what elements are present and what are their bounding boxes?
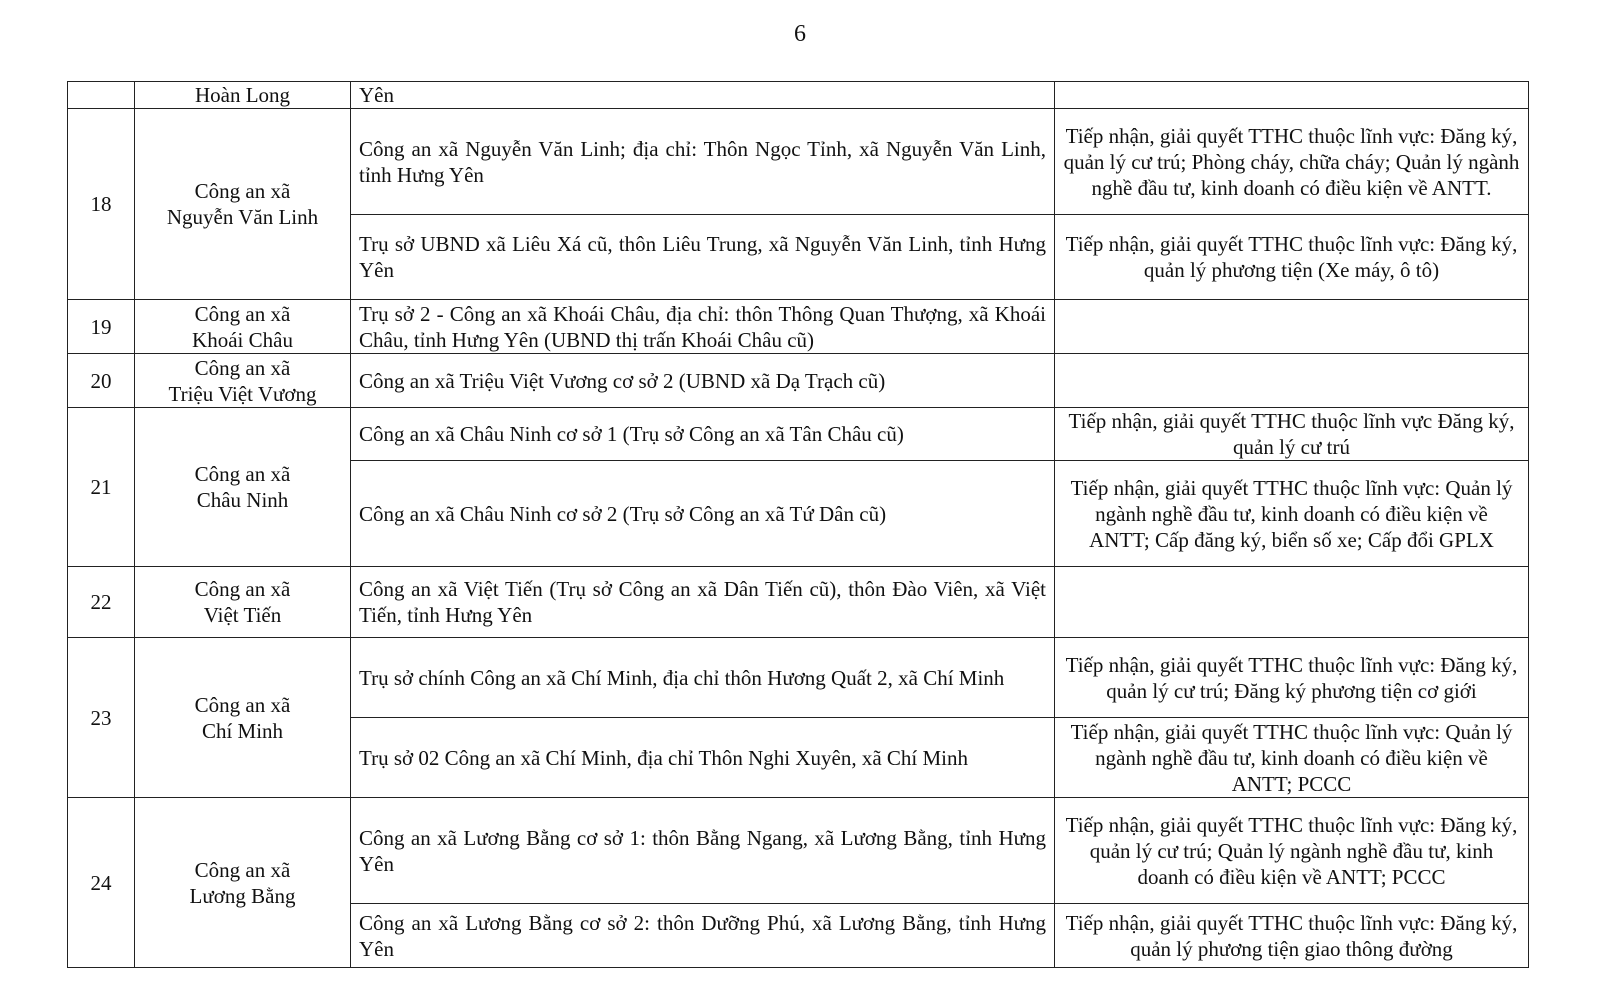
unit-line: Chí Minh: [201, 718, 284, 743]
stt-cell: 22: [68, 567, 135, 638]
stt-cell: 23: [68, 638, 135, 798]
location-cell: Công an xã Lương Bằng cơ sở 1: thôn Bằng Ngang, xã Lương Bằng, tỉnh Hưng Yên: [351, 798, 1055, 904]
location-cell: Công an xã Triệu Việt Vương cơ sở 2 (UBND xã Dạ Trạch cũ): [351, 354, 1055, 408]
location-cell: Yên: [351, 82, 1055, 109]
unit-line: Lương Bằng: [189, 883, 296, 908]
unit-line: Công an xã: [194, 462, 291, 486]
table-row: [68, 798, 1529, 904]
unit-cell: [135, 109, 351, 300]
stt-cell: 19: [68, 300, 135, 354]
tasks-cell: Tiếp nhận, giải quyết TTHC thuộc lĩnh vực: Đăng ký, quản lý cư trú; Quản lý ngành nghề đầu tư, kinh doanh có điều kiện về ANTT; PCCC: [1055, 798, 1529, 904]
unit-line: Việt Tiến: [203, 603, 282, 627]
document-table: [67, 81, 1529, 968]
unit-line: Công an xã: [194, 355, 291, 380]
unit-cell: [135, 354, 351, 408]
location-cell: Công an xã Châu Ninh cơ sở 1 (Trụ sở Công an xã Tân Châu cũ): [351, 408, 1055, 461]
unit-line: Nguyễn Văn Linh: [166, 205, 319, 229]
table-row: [68, 300, 1529, 354]
tasks-cell: [1055, 354, 1529, 408]
unit-line: Công an xã: [194, 577, 291, 601]
tasks-cell: Tiếp nhận, giải quyết TTHC thuộc lĩnh vực: Đăng ký, quản lý phương tiện giao thông đường: [1055, 904, 1529, 968]
stt-cell: 20: [68, 354, 135, 408]
table-row: [68, 109, 1529, 215]
tasks-cell: [1055, 82, 1529, 109]
unit-line: Khoái Châu: [192, 327, 293, 352]
unit-line: Công an xã: [194, 301, 291, 326]
stt-cell: [68, 82, 135, 109]
unit-cell: Hoàn Long: [135, 82, 351, 109]
tasks-cell: Tiếp nhận, giải quyết TTHC thuộc lĩnh vực Đăng ký, quản lý cư trú: [1055, 408, 1529, 461]
stt-cell: 18: [68, 109, 135, 300]
tasks-cell: Tiếp nhận, giải quyết TTHC thuộc lĩnh vực: Đăng ký, quản lý cư trú; Phòng cháy, chữa cháy; Quản lý ngành nghề đầu tư, kinh doanh có điều kiện về ANTT.: [1055, 109, 1529, 215]
stt-cell: 24: [68, 798, 135, 968]
unit-line: Châu Ninh: [196, 488, 289, 512]
location-cell: Trụ sở 02 Công an xã Chí Minh, địa chỉ Thôn Nghi Xuyên, xã Chí Minh: [351, 718, 1055, 798]
location-cell: Trụ sở chính Công an xã Chí Minh, địa chỉ thôn Hương Quất 2, xã Chí Minh: [351, 638, 1055, 718]
stt-cell: 21: [68, 408, 135, 567]
location-cell: Trụ sở 2 - Công an xã Khoái Châu, địa chỉ: thôn Thông Quan Thượng, xã Khoái Châu, tỉnh Hưng Yên (UBND thị trấn Khoái Châu cũ): [351, 300, 1055, 354]
tasks-cell: Tiếp nhận, giải quyết TTHC thuộc lĩnh vực: Quản lý ngành nghề đầu tư, kinh doanh có điều kiện về ANTT; PCCC: [1055, 718, 1529, 798]
location-cell: Công an xã Châu Ninh cơ sở 2 (Trụ sở Công an xã Tứ Dân cũ): [351, 461, 1055, 567]
page-number: 6: [794, 21, 806, 47]
table-row: [68, 354, 1529, 408]
tasks-cell: Tiếp nhận, giải quyết TTHC thuộc lĩnh vực: Đăng ký, quản lý cư trú; Đăng ký phương tiện cơ giới: [1055, 638, 1529, 718]
location-cell: Công an xã Việt Tiến (Trụ sở Công an xã Dân Tiến cũ), thôn Đào Viên, xã Việt Tiến, tỉnh Hưng Yên: [351, 567, 1055, 638]
unit-cell: [135, 638, 351, 798]
table-row: [68, 82, 1529, 109]
unit-cell: [135, 300, 351, 354]
location-cell: Công an xã Nguyễn Văn Linh; địa chỉ: Thôn Ngọc Tỉnh, xã Nguyễn Văn Linh, tỉnh Hưng Yên: [351, 109, 1055, 215]
location-cell: Công an xã Lương Bằng cơ sở 2: thôn Dưỡng Phú, xã Lương Bằng, tỉnh Hưng Yên: [351, 904, 1055, 968]
table-row: [68, 638, 1529, 718]
unit-line: Công an xã: [194, 692, 291, 717]
table-row: [68, 408, 1529, 461]
unit-cell: [135, 408, 351, 567]
unit-line: Triệu Việt Vương: [168, 381, 317, 406]
table-row: [68, 567, 1529, 638]
tasks-cell: [1055, 300, 1529, 354]
unit-line: Công an xã: [194, 179, 291, 203]
tasks-cell: Tiếp nhận, giải quyết TTHC thuộc lĩnh vực: Đăng ký, quản lý phương tiện (Xe máy, ô tô): [1055, 215, 1529, 300]
unit-line: Công an xã: [194, 857, 291, 882]
tasks-cell: [1055, 567, 1529, 638]
unit-cell: [135, 798, 351, 968]
location-cell: Trụ sở UBND xã Liêu Xá cũ, thôn Liêu Trung, xã Nguyễn Văn Linh, tỉnh Hưng Yên: [351, 215, 1055, 300]
tasks-cell: Tiếp nhận, giải quyết TTHC thuộc lĩnh vực: Quản lý ngành nghề đầu tư, kinh doanh có điều kiện về ANTT; Cấp đăng ký, biển số xe; Cấp đổi GPLX: [1055, 461, 1529, 567]
unit-cell: [135, 567, 351, 638]
